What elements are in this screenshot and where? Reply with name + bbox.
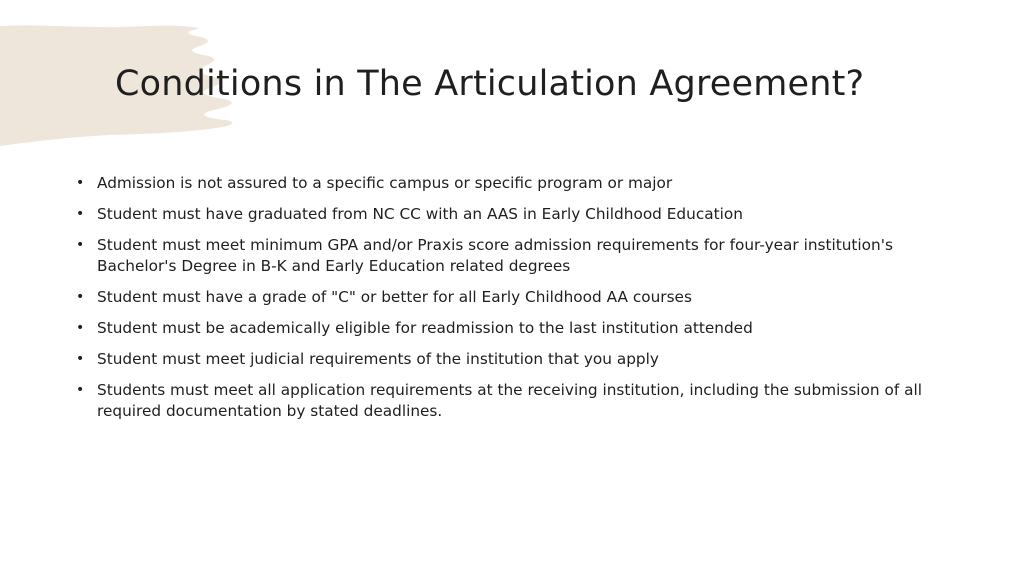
- list-item: [76, 173, 956, 194]
- list-item: [76, 204, 956, 225]
- bullet-icon: •: [76, 320, 85, 336]
- list-item: [76, 318, 956, 339]
- list-item: [76, 235, 956, 277]
- list-item: [76, 380, 956, 422]
- bullet-icon: •: [76, 351, 85, 367]
- list-item: [76, 287, 956, 308]
- bullet-text: Student must have graduated from NC CC with an AAS in Early Childhood Education: [97, 205, 743, 223]
- slide-title: Conditions in The Articulation Agreement?: [115, 64, 865, 104]
- bullet-text: Student must meet judicial requirements of the institution that you apply: [97, 350, 659, 368]
- bullet-icon: •: [76, 237, 85, 253]
- bullet-text: Students must meet all application requirements at the receiving institution, including the submission of all required documentation by stated deadlines.: [97, 381, 922, 420]
- bullet-text: Student must meet minimum GPA and/or Praxis score admission requirements for four-year institution's Bachelor's Degree in B-K and Early Education related degrees: [97, 236, 893, 275]
- bullet-icon: •: [76, 382, 85, 398]
- bullet-icon: •: [76, 289, 85, 305]
- bullet-text: Student must be academically eligible for readmission to the last institution attended: [97, 319, 753, 337]
- bullet-list: [76, 173, 956, 432]
- bullet-icon: •: [76, 175, 85, 191]
- list-item: [76, 349, 956, 370]
- bullet-icon: •: [76, 206, 85, 222]
- bullet-text: Admission is not assured to a specific campus or specific program or major: [97, 174, 673, 192]
- bullet-text: Student must have a grade of "C" or better for all Early Childhood AA courses: [97, 288, 692, 306]
